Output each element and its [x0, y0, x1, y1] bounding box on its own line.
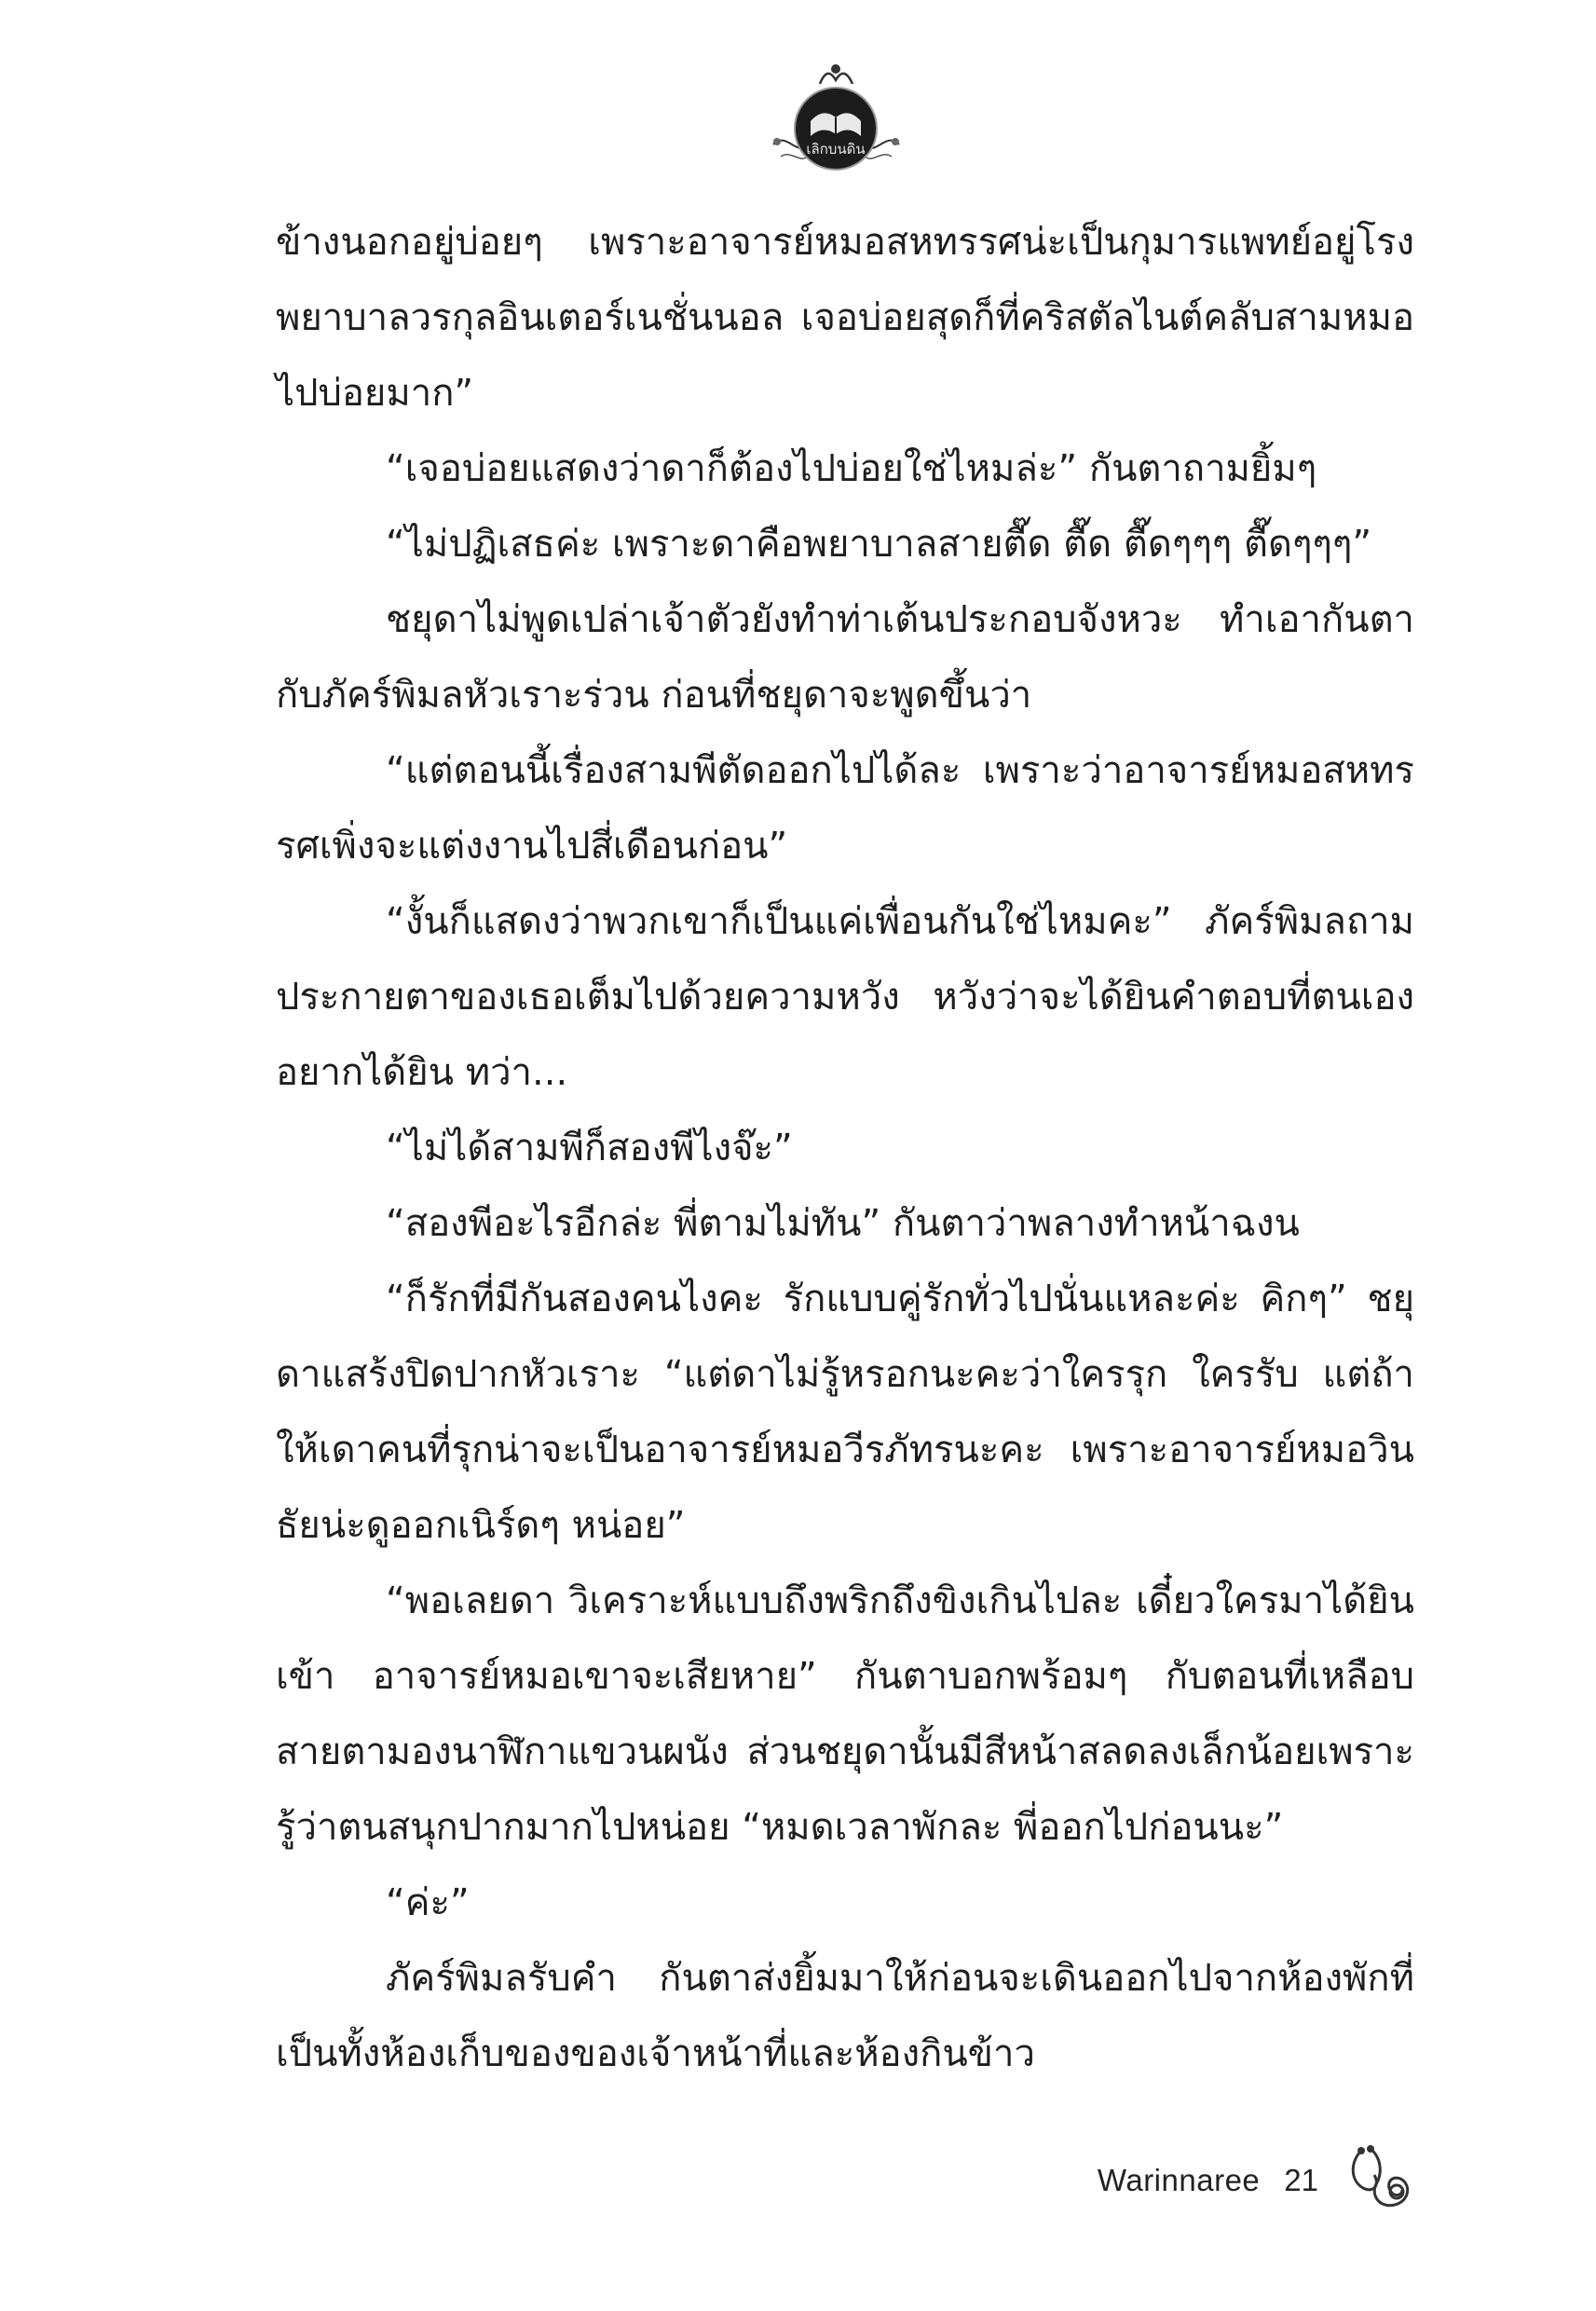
- footer-author: Warinnaree: [1097, 2163, 1261, 2197]
- paragraph: “ไม่ได้สามพีก็สองพีไงจ๊ะ”: [386, 1127, 793, 1169]
- paragraph: “เจอบ่อยแสดงว่าดาก็ต้องไปบ่อยใช่ไหมล่ะ” กันตาถามยิ้มๆ: [386, 447, 1317, 490]
- paragraph: “สองพีอะไรอีกล่ะ พี่ตามไม่ทัน” กันตาว่าพลางทำหน้าฉงน: [386, 1202, 1300, 1245]
- page-number: 21: [1284, 2163, 1318, 2197]
- paragraph: ภัคร์พิมลรับคำ กันตาส่งยิ้มมาให้ก่อนจะเดินออกไปจากห้องพักที่เป็นทั้งห้องเก็บของของเจ้าหน้าที่และห้องกินข้าว: [276, 1957, 1414, 2075]
- paragraph: “งั้นก็แสดงว่าพวกเขาก็เป็นแค่เพื่อนกันใช่ไหมคะ” ภัคร์พิมลถามประกายตาของเธอเต็มไปด้วยความหวัง หวังว่าจะได้ยินคำตอบที่ตนเองอยากได้ยิน ทว่า...: [276, 900, 1414, 1094]
- paragraph: “พอเลยดา วิเคราะห์แบบถึงพริกถึงขิงเกินไปละ เดี๋ยวใครมาได้ยินเข้า อาจารย์หมอเขาจะเสียหาย” กันตาบอกพร้อมๆ กับตอนที่เหลือบสายตามองนาฬิกาแขวนผนัง ส่วนชยุดานั้นมีสีหน้าสลดลงเล็กน้อยเพราะรู้ว่าตนสนุกปากมากไปหน่อย “หมดเวลาพักละ พี่ออกไปก่อนนะ”: [276, 1579, 1414, 1849]
- emblem-label: เลิกบนดิน: [806, 141, 866, 157]
- body-text: [276, 205, 1414, 2092]
- paragraph: ชยุดาไม่พูดเปล่าเจ้าตัวยังทำท่าเต้นประกอบจังหวะ ทำเอากันตากับภัคร์พิมลหัวเราะร่วน ก่อนที่ชยุดาจะพูดขึ้นว่า: [276, 598, 1414, 717]
- paragraph: “ก็รักที่มีกันสองคนไงคะ รักแบบคู่รักทั่วไปนั่นแหละค่ะ คิกๆ” ชยุดาแสร้งปิดปากหัวเราะ “แต่ดาไม่รู้หรอกนะคะว่าใครรุก ใครรับ แต่ถ้าให้เดาคนที่รุกน่าจะเป็นอาจารย์หมอวีรภัทรนะคะ เพราะอาจารย์หมอวินธัยน่ะดูออกเนิร์ดๆ หน่อย”: [276, 1278, 1414, 1547]
- paragraph: “ค่ะ”: [386, 1881, 470, 1924]
- paragraph: ข้างนอกอยู่บ่อยๆ เพราะอาจารย์หมอสหทรรศน่ะเป็นกุมารแพทย์อยู่โรงพยาบาลวรกุลอินเตอร์เนชั่นนอล เจอบ่อยสุดก็ที่คริสตัลไนต์คลับสามหมอไปบ่อยมาก”: [276, 221, 1414, 415]
- stethoscope-icon: [1343, 2143, 1419, 2218]
- paragraph: “ไม่ปฏิเสธค่ะ เพราะดาคือพยาบาลสายตื๊ด ตื๊ด ตื๊ดๆๆๆ ตื๊ดๆๆๆ”: [386, 523, 1372, 566]
- page-footer: [1098, 2143, 1419, 2218]
- paragraph: “แต่ตอนนี้เรื่องสามพีตัดออกไปได้ละ เพราะว่าอาจารย์หมอสหทรรศเพิ่งจะแต่งงานไปสี่เดือนก่อน”: [276, 749, 1414, 868]
